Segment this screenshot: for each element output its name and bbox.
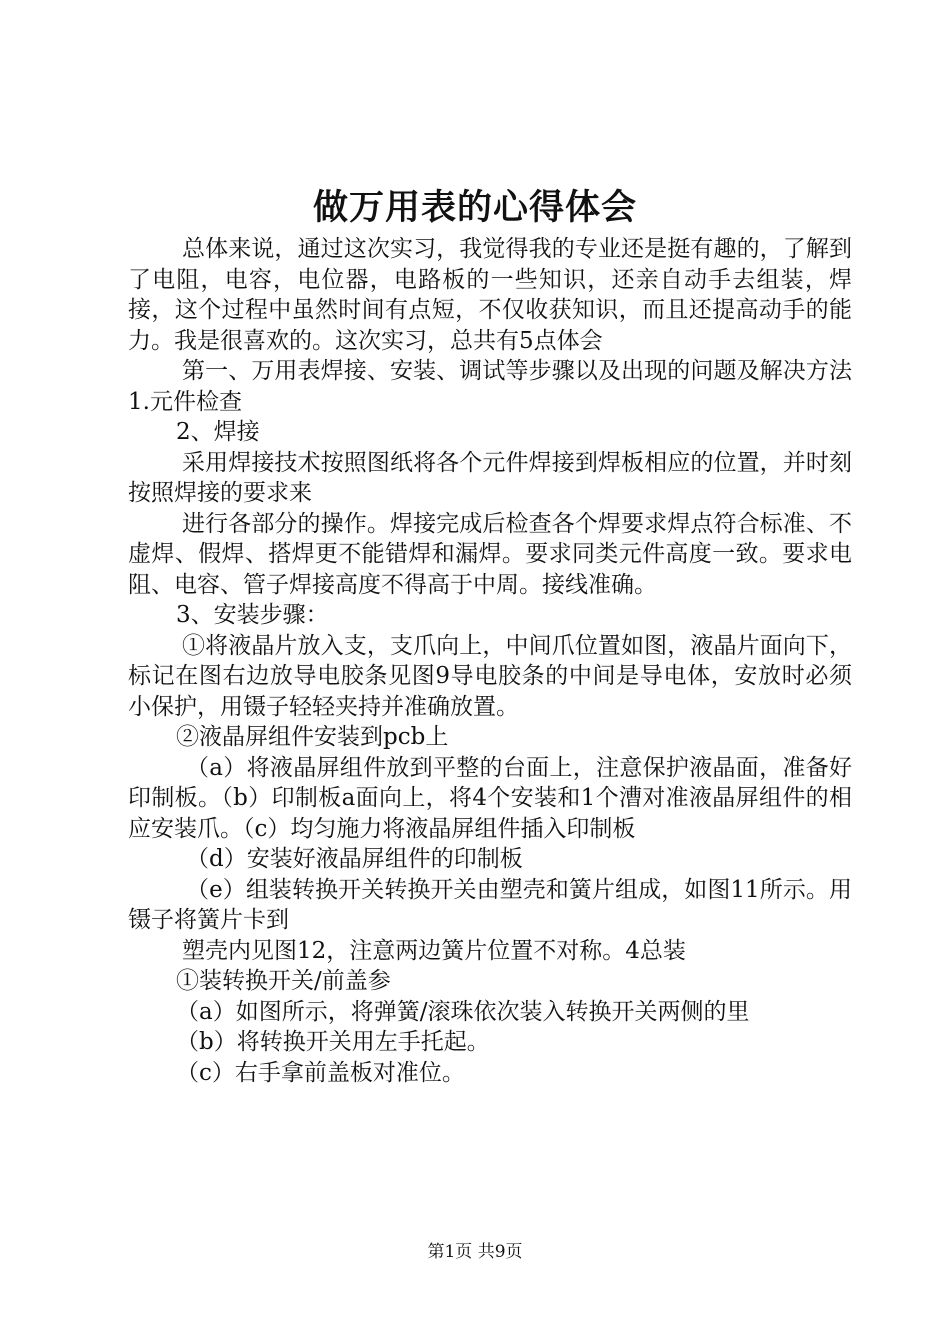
document-title: 做万用表的心得体会: [312, 187, 637, 228]
paragraph-intro: 总体来说，通过这次实习，我觉得我的专业还是挺有趣的，了解到了电阻，电容，电位器，电路板的一些知识，还亲自动手去组装，焊接，这个过程中虽然时间有点短，不仅收获知识，而且还提高动手的能力。我是很喜欢的。这次实习，总共有5点体会: [128, 236, 852, 354]
paragraph-lcd-assembly: （a）将液晶屏组件放到平整的台面上，注意保护液晶面，准备好印制板。（b）印制板a面向上，将4个安装和1个漕对准液晶屏组件的相应安装爪。（c）均匀施力将液晶屏组件插入印制板: [128, 754, 852, 842]
paragraph-lcd-finished: （d）安装好液晶屏组件的印制板: [186, 846, 523, 872]
paragraph-welding-check: 进行各部分的操作。焊接完成后检查各个焊要求焊点符合标准、不虚焊、假焊、搭焊更不能错焊和漏焊。要求同类元件高度一致。要求电阻、电容、管子焊接高度不得高于中周。接线准确。: [128, 510, 852, 598]
page-footer: 第1页 共9页: [427, 1242, 523, 1262]
paragraph-section-one: 第一、万用表焊接、安装、调试等步骤以及出现的问题及解决方法1.元件检查: [128, 358, 852, 415]
paragraph-welding-heading: 2、焊接: [176, 419, 260, 445]
paragraph-switch-assembly: （e）组装转换开关转换开关由塑壳和簧片组成，如图11所示。用镊子将簧片卡到: [128, 876, 852, 933]
paragraph-step-c: （c）右手拿前盖板对准位。: [176, 1059, 465, 1086]
paragraph-install-heading: 3、安装步骤：: [176, 602, 329, 628]
paragraph-install-step-1: ①将液晶片放入支，支爪向上，中间爪位置如图，液晶片面向下，标记在图右边放导电胶条见图9导电胶条的中间是导电体，安放时必须小保护，用镊子轻轻夹持并准确放置。: [128, 632, 852, 720]
paragraph-step-b: （b）将转换开关用左手托起。: [176, 1029, 490, 1055]
paragraph-install-step-2: ②液晶屏组件安装到pcb上: [176, 724, 449, 750]
paragraph-switch-shell: 塑壳内见图12，注意两边簧片位置不对称。4总装: [182, 937, 686, 964]
paragraph-step-a: （a）如图所示，将弹簧/滚珠依次装入转换开关两侧的里: [176, 998, 750, 1025]
paragraph-welding-method: 采用焊接技术按照图纸将各个元件焊接到焊板相应的位置，并时刻按照焊接的要求来: [128, 449, 852, 506]
document-body: [128, 234, 852, 1088]
paragraph-final-assembly: ①装转换开关/前盖参: [176, 968, 391, 994]
